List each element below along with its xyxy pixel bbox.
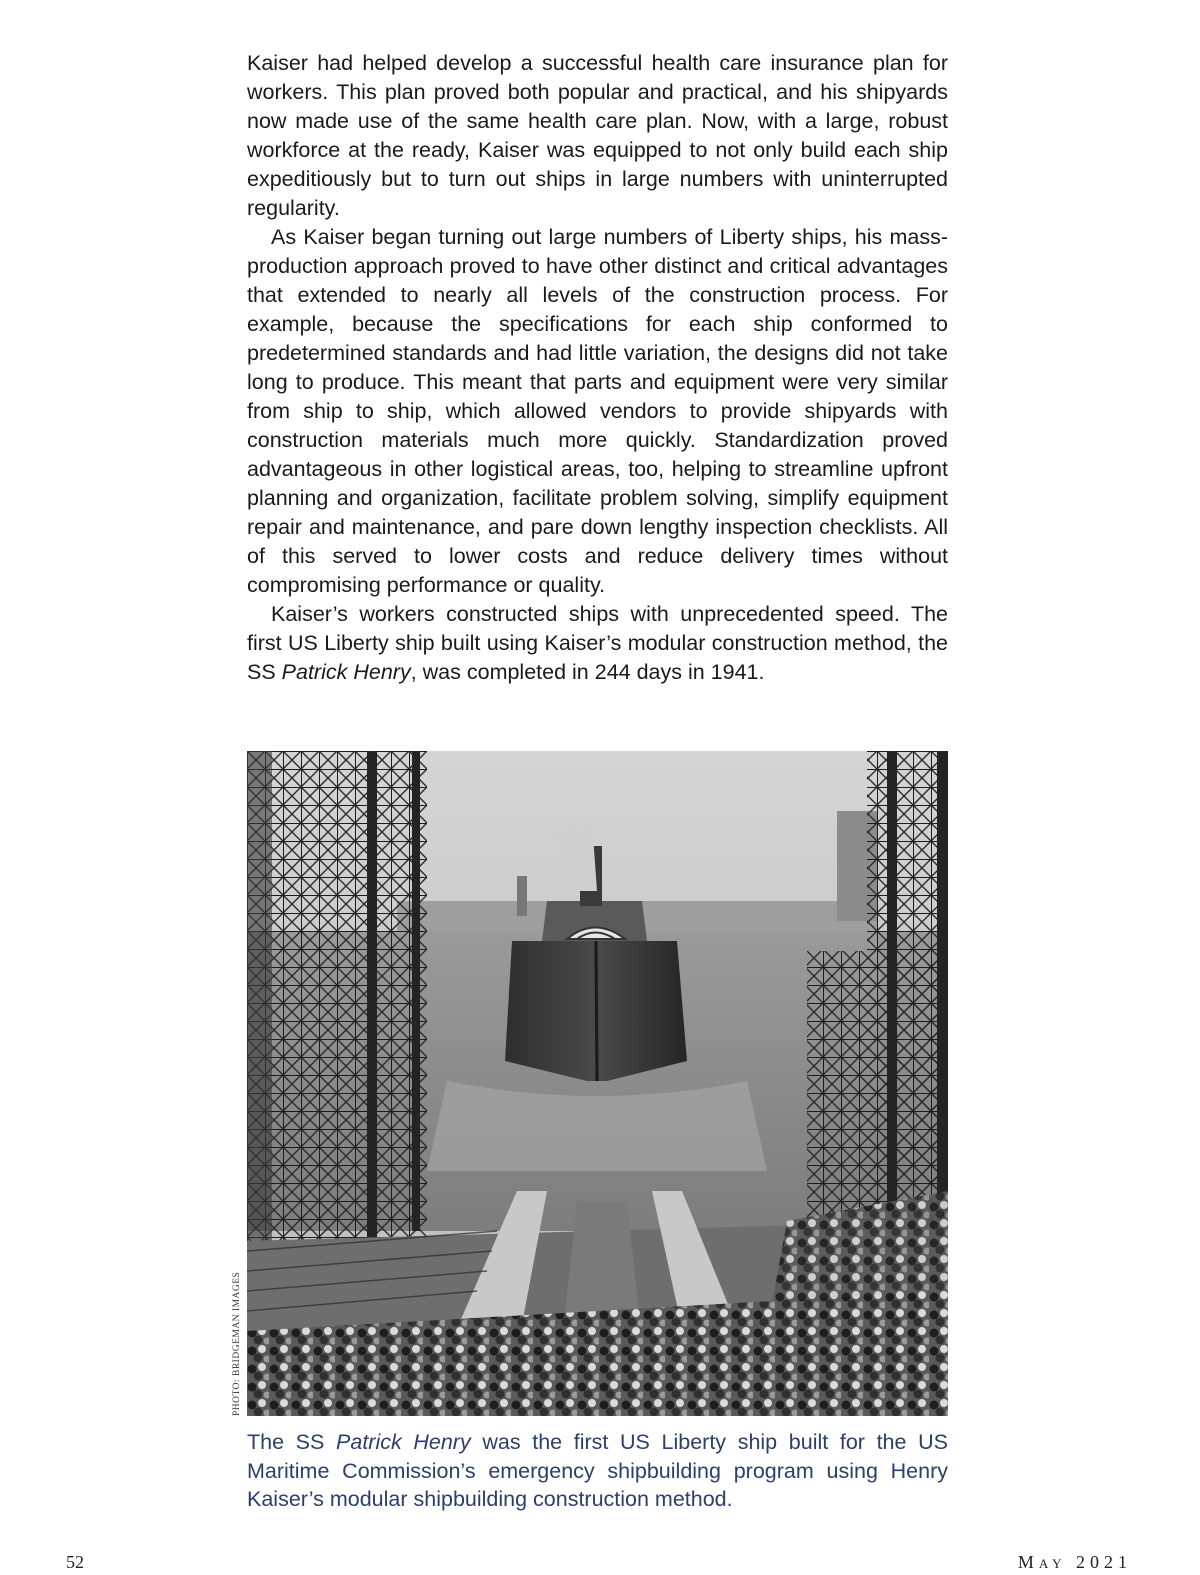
ship-name: Patrick Henry xyxy=(281,660,411,684)
page-number: 52 xyxy=(66,1552,84,1572)
paragraph-3 xyxy=(247,600,948,687)
article-body xyxy=(247,49,948,687)
ship-launch-illustration xyxy=(247,751,948,1416)
ship-launch-photo xyxy=(247,751,948,1416)
paragraph-2: As Kaiser began turning out large numbers of Liberty ships, his mass-production approach proved to have other distinct and critical advantages that extended to nearly all levels of the construction process. For example, because the specifications for each ship conformed to predetermined standards and had little variation, the designs did not take long to produce. This meant that parts and equipment were very similar from ship to ship, which allowed vendors to provide shipyards with construction materials much more quickly. Standardization proved advantageous in other logistical areas, too, helping to streamline upfront planning and organization, facilitate problem solving, simplify equipment repair and maintenance, and pare down lengthy inspection checklists. All of this served to lower costs and reduce delivery times without compromising performance or quality. xyxy=(247,225,948,597)
paragraph-3-text: Kaiser’s workers constructed ships with unprecedented speed. The first US Liberty ship built using Kaiser’s modular construction method, the SS xyxy=(247,602,948,684)
paragraph-3-end: , was completed in 244 days in 1941. xyxy=(410,660,765,684)
caption-text: The SS xyxy=(247,1430,337,1454)
photo-caption xyxy=(247,1428,948,1514)
caption-ship-name: Patrick Henry xyxy=(336,1430,471,1454)
photo-credit: PHOTO: BRIDGEMAN IMAGES xyxy=(232,1271,242,1416)
issue-date: May 2021 xyxy=(1017,1552,1132,1572)
paragraph-1: Kaiser had helped develop a successful health care insurance plan for workers. This plan proved both popular and practical, and his shipyards now made use of the same health care plan. Now, with a large, robust workforce at the ready, Kaiser was equipped to not only build each ship expeditiously but to turn out ships in large numbers with uninterrupted regularity. xyxy=(247,51,948,220)
caption-text-end: was the first US Liberty ship built for the US Maritime Commission’s emergency shipbuilding program using Henry Kaiser’s modular shipbuilding construction method. xyxy=(247,1430,948,1511)
